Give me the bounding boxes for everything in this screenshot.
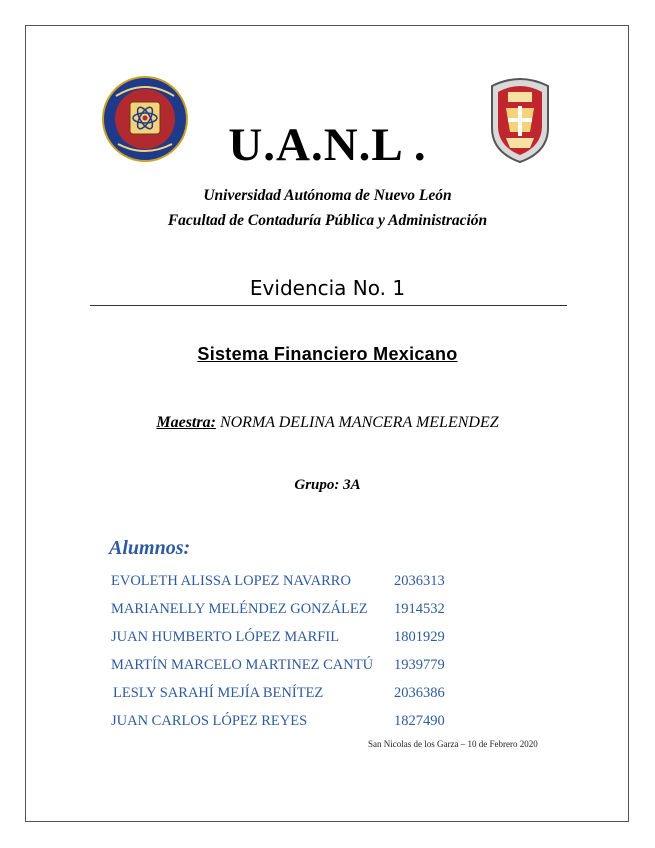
student-name: EVOLETH ALISSA LOPEZ NAVARRO [111,573,351,589]
students-heading: Alumnos: [109,537,191,559]
group-label: Grupo: [294,477,340,493]
teacher-label: Maestra: [156,414,216,431]
subject-title [0,344,655,365]
subject-text: Sistema Financiero Mexicano [197,344,458,364]
teacher-name: NORMA DELINA MANCERA MELENDEZ [219,414,499,431]
university-name: Universidad Autónoma de Nuevo León [203,187,452,204]
student-id: 2036313 [394,573,445,589]
student-id: 1939779 [394,657,445,673]
student-id: 1914532 [394,601,445,617]
student-id: 1801929 [394,629,445,645]
group-value: 3A [343,477,361,493]
faculty-name: Facultad de Contaduría Pública y Administración [167,212,488,229]
footer-place-date: San Nicolas de los Garza – 10 de Febrero 2020 [368,739,538,749]
group-line [0,477,655,494]
divider [90,305,567,306]
student-name: MARIANELLY MELÉNDEZ GONZÁLEZ [111,601,368,617]
student-id: 2036386 [394,685,445,701]
student-name: LESLY SARAHÍ MEJÍA BENÍTEZ [113,685,324,701]
student-name: MARTÍN MARCELO MARTINEZ CANTÚ [111,657,374,673]
student-name: JUAN HUMBERTO LÓPEZ MARFIL [111,629,340,645]
student-id: 1827490 [394,713,445,729]
evidence-title: Evidencia No. 1 [249,276,406,300]
student-name: JUAN CARLOS LÓPEZ REYES [111,713,308,729]
teacher-line [0,414,655,432]
page-title: U.A.N.L . [228,119,427,171]
